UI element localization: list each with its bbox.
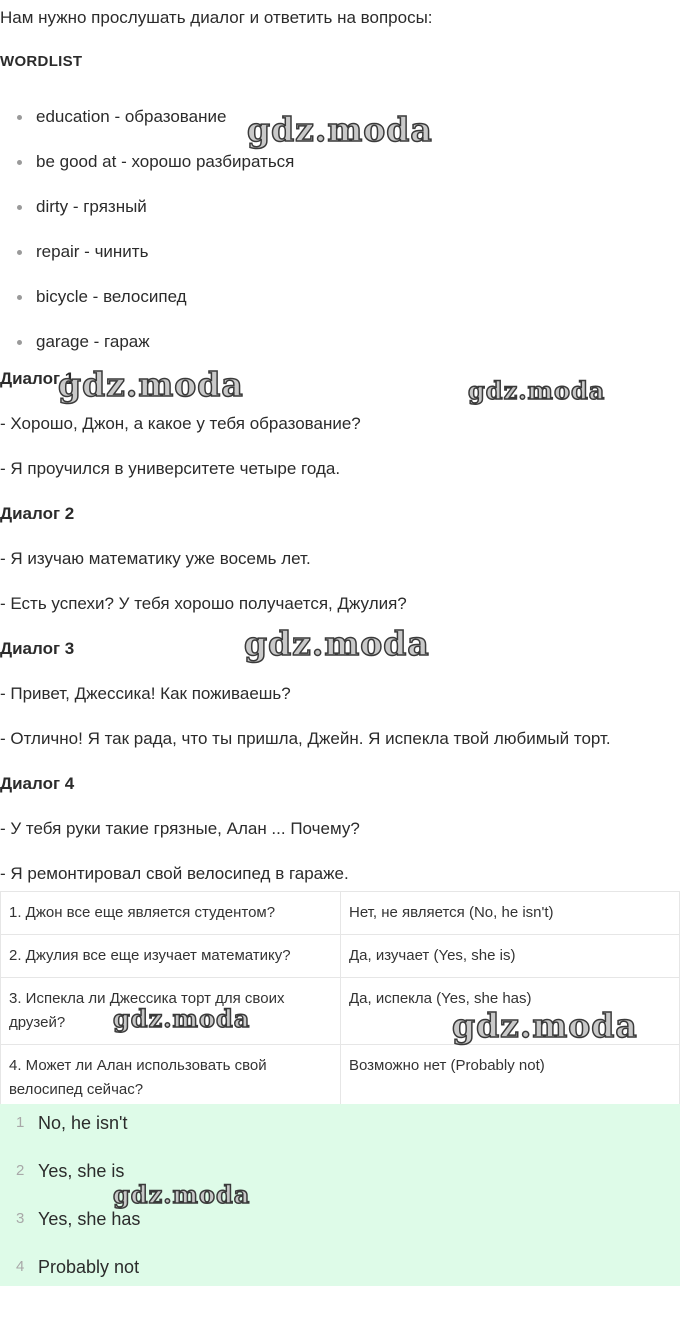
answer-cell: Да, изучает (Yes, she is)	[341, 935, 680, 978]
dialog-title: Диалог 4	[0, 774, 75, 793]
question-cell: 2. Джулия все еще изучает математику?	[1, 935, 341, 978]
wordlist-item: repair - чинить	[36, 242, 149, 261]
answer-cell: Да, испекла (Yes, she has)	[341, 978, 680, 1045]
watermark: gdz.moda	[468, 376, 606, 405]
dialog-title: Диалог 1	[0, 369, 75, 388]
list-item	[0, 151, 294, 196]
answer-number: 1	[16, 1114, 25, 1131]
table-row	[1, 978, 680, 1045]
dialog-line: - Отлично! Я так рада, что ты пришла, Джейн. Я испекла твой любимый торт.	[0, 729, 611, 748]
wordlist-item: dirty - грязный	[36, 197, 147, 216]
answer-text: Yes, she is	[38, 1161, 125, 1181]
dialog-line: - Есть успехи? У тебя хорошо получается, Джулия?	[0, 594, 407, 613]
answer-number: 4	[16, 1258, 25, 1275]
qa-table	[0, 891, 680, 1112]
dialog-line: - Привет, Джессика! Как поживаешь?	[0, 684, 291, 703]
list-item	[0, 196, 294, 241]
table-row	[1, 892, 680, 935]
watermark: gdz.moda	[247, 110, 433, 149]
watermark: gdz.moda	[244, 624, 430, 663]
list-item	[0, 106, 294, 151]
table-row	[1, 935, 680, 978]
answer-text: Yes, she has	[38, 1209, 141, 1229]
intro-text: Нам нужно прослушать диалог и ответить на вопросы:	[0, 8, 433, 27]
watermark: gdz.moda	[113, 1004, 251, 1033]
answer-number: 2	[16, 1162, 25, 1179]
watermark: gdz.moda	[58, 365, 244, 404]
answer-cell: Возможно нет (Probably not)	[341, 1045, 680, 1112]
dialog-line: - Я ремонтировал свой велосипед в гараже.	[0, 864, 349, 883]
bullet-icon	[17, 250, 22, 255]
dialog-line: - Я проучился в университете четыре года.	[0, 459, 341, 478]
question-cell: 3. Испекла ли Джессика торт для своих друзей?	[1, 978, 341, 1045]
dialog-line: - У тебя руки такие грязные, Алан ... Почему?	[0, 819, 360, 838]
wordlist-item: education - образование	[36, 107, 227, 126]
answer-number: 3	[16, 1210, 25, 1227]
dialog-line: - Хорошо, Джон, а какое у тебя образование?	[0, 414, 361, 433]
wordlist	[0, 106, 294, 376]
bullet-icon	[17, 340, 22, 345]
dialog-title: Диалог 2	[0, 504, 75, 523]
watermark: gdz.moda	[113, 1180, 251, 1209]
watermark: gdz.moda	[452, 1006, 638, 1045]
dialog-line: - Я изучаю математику уже восемь лет.	[0, 549, 311, 568]
wordlist-item: be good at - хорошо разбираться	[36, 152, 295, 171]
question-cell: 4. Может ли Алан использовать свой велосипед сейчас?	[1, 1045, 341, 1112]
table-row	[1, 1045, 680, 1112]
bullet-icon	[17, 115, 22, 120]
answer-text: No, he isn't	[38, 1113, 128, 1133]
answers-box	[0, 1104, 680, 1286]
list-item	[0, 241, 294, 286]
bullet-icon	[17, 205, 22, 210]
wordlist-title: WORDLIST	[0, 53, 83, 70]
wordlist-item: garage - гараж	[36, 332, 150, 351]
question-cell: 1. Джон все еще является студентом?	[1, 892, 341, 935]
bullet-icon	[17, 160, 22, 165]
answer-cell: Нет, не является (No, he isn't)	[341, 892, 680, 935]
answer-text: Probably not	[38, 1257, 140, 1277]
bullet-icon	[17, 295, 22, 300]
list-item	[0, 286, 294, 331]
wordlist-item: bicycle - велосипед	[36, 287, 187, 306]
dialog-title: Диалог 3	[0, 639, 75, 658]
